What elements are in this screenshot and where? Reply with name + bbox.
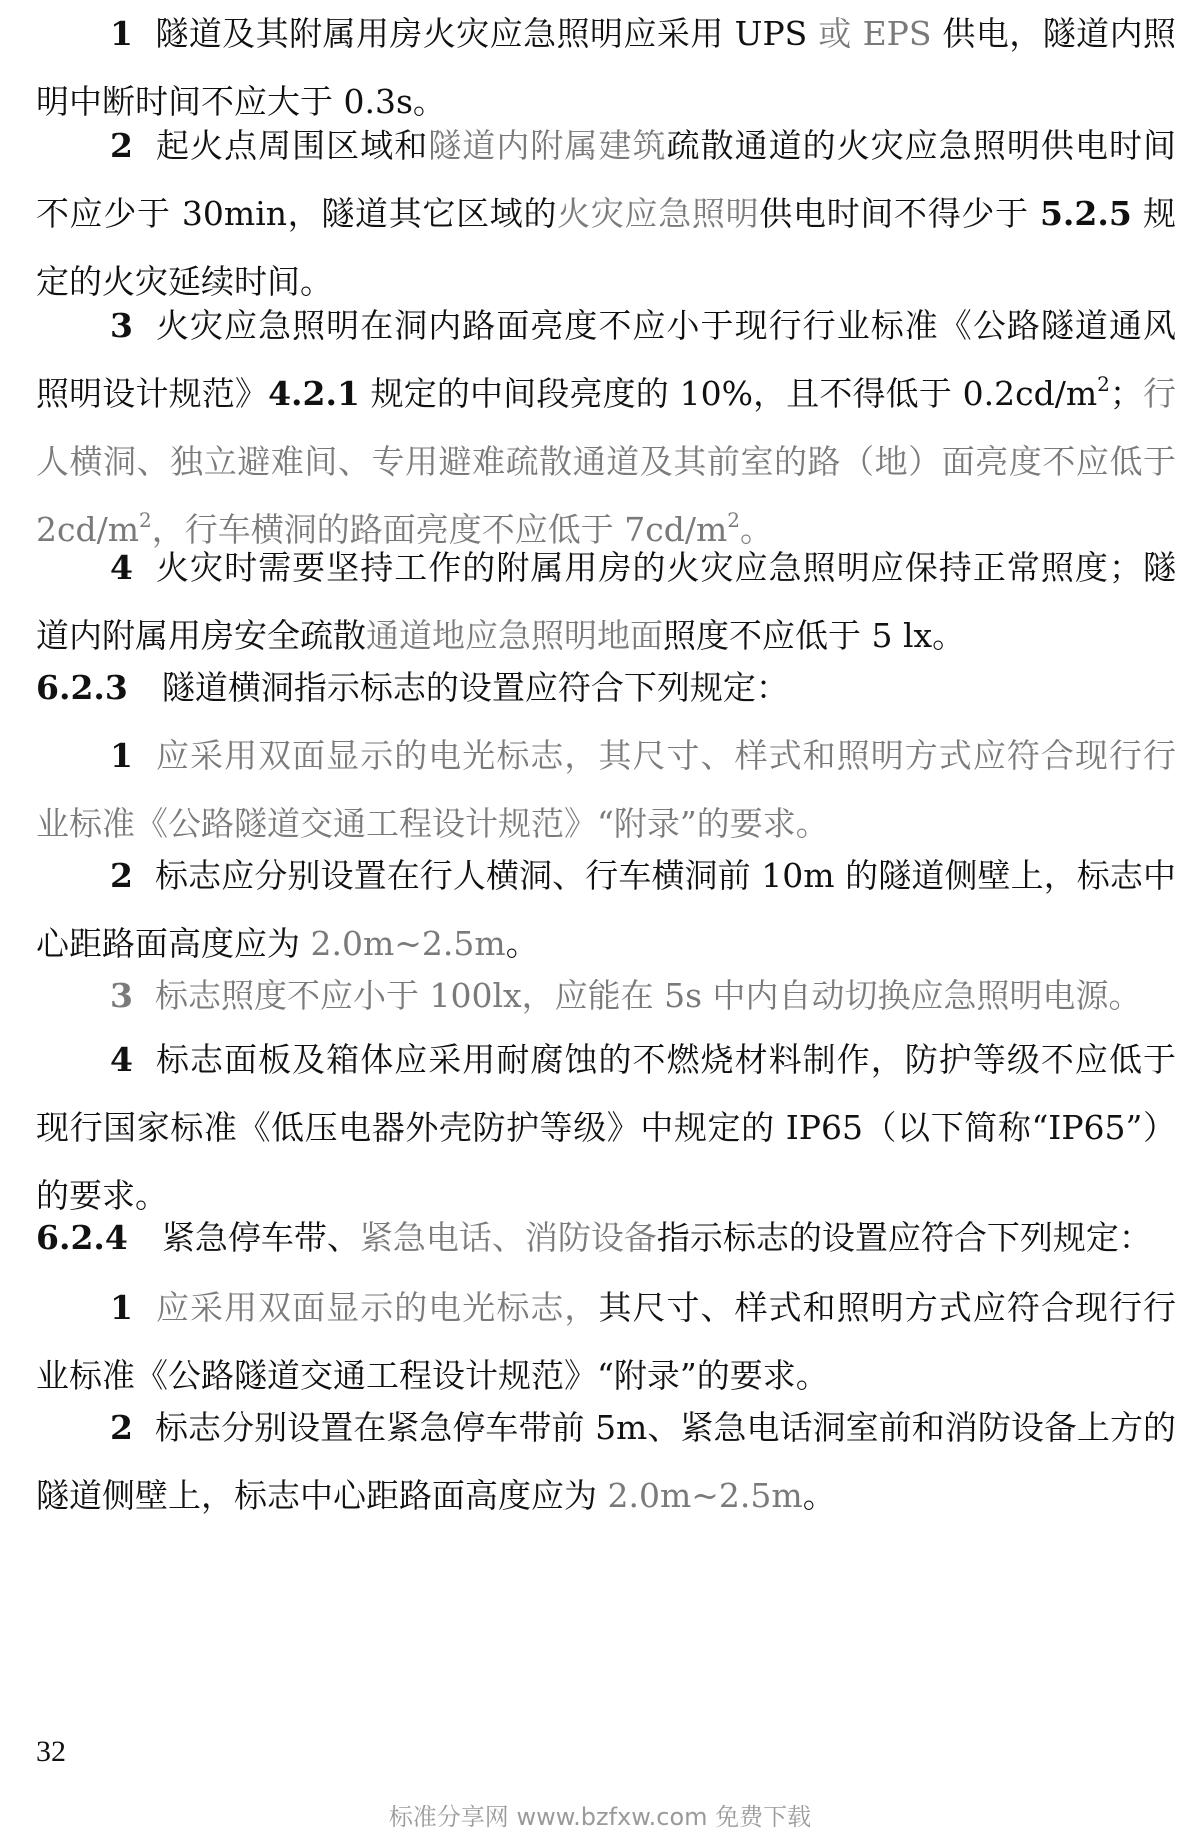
clause-item — [36, 722, 1176, 858]
section-heading — [36, 1204, 1176, 1272]
clause-text-grey: 2.0m~2.5m — [310, 924, 506, 963]
clause-number: 3 — [110, 306, 133, 345]
clause-item — [36, 534, 1176, 670]
clause-item — [36, 1394, 1176, 1530]
superscript: 2 — [1097, 372, 1110, 396]
clause-text-grey: ，行车横洞的路面亮度不应低于 7cd/m — [151, 510, 728, 549]
clause-text-grey: 隧道内附属建筑 — [428, 126, 667, 165]
clause-text: ； — [1109, 374, 1143, 413]
clause-text-grey: 。 — [740, 510, 773, 549]
clause-text: 供电时间不得少于 — [759, 194, 1040, 233]
clause-reference: 4.2.1 — [268, 374, 360, 413]
clause-text: 照度不应低于 5 lx。 — [663, 616, 966, 655]
clause-text-grey: 应采用双面显示的电光标志，其尺寸、样式和照明方式应符合现行行业标准《公路隧道交通工程设计规范》“附录”的要求。 — [36, 736, 1176, 843]
superscript: 2 — [727, 508, 740, 532]
clause-item — [36, 292, 1176, 564]
section-text: 紧急停车带、 — [161, 1218, 360, 1257]
clause-text: 起火点周围区域和 — [154, 126, 429, 165]
clause-text-grey: 或 EPS — [818, 14, 932, 53]
clause-number: 4 — [110, 548, 133, 587]
section-heading — [36, 654, 1176, 722]
section-number: 6.2.3 — [36, 668, 128, 707]
clause-item — [36, 1274, 1176, 1410]
clause-text: 其尺寸、样式和照明方式应符合现行行业标准《公路隧道交通工程设计规范》“附录”的要求。 — [36, 1288, 1177, 1395]
clause-text-grey: 行人横洞、独立避难间、专用避难疏散通道及其前室的路（地）面亮度不应低于 2cd/m — [36, 374, 1177, 549]
clause-text-grey: 2.0m~2.5m — [607, 1476, 803, 1515]
clause-item — [36, 112, 1176, 316]
clause-text: 供电，隧道内照明中断时间不应大于 0.3s。 — [36, 14, 1176, 121]
clause-text-grey: 标志照度不应小于 100lx，应能在 5s 中内自动切换应急照明电源。 — [154, 976, 1142, 1015]
clause-text: 疏散通道的火灾应急照明供电时间不应少于 30min，隧道其它区域的 — [36, 126, 1177, 233]
clause-number: 3 — [110, 976, 133, 1015]
clause-text: 火灾时需要坚持工作的附属用房的火灾应急照明应保持正常照度；隧道内附属用房安全疏散 — [36, 548, 1176, 655]
clause-text: 火灾应急照明在洞内路面亮度不应小于现行行业标准《公路隧道通风照明设计规范》 — [36, 306, 1176, 413]
clause-text: 隧道及其附属用房火灾应急照明应采用 UPS — [154, 14, 819, 53]
clause-text-grey: 应采用双面显示的电光标志， — [154, 1288, 599, 1327]
clause-number: 2 — [110, 126, 133, 165]
clause-number: 1 — [110, 1288, 133, 1327]
clause-text: 规定的火灾延续时间。 — [36, 194, 1176, 301]
section-text: 指示标志的设置应符合下列规定： — [656, 1218, 1152, 1257]
page-number: 32 — [36, 1735, 66, 1768]
clause-item — [36, 1026, 1176, 1230]
clause-item — [36, 842, 1176, 978]
clause-text-grey: 通道地应急照明地面 — [366, 616, 663, 655]
section-text: 隧道横洞指示标志的设置应符合下列规定： — [161, 668, 789, 707]
clause-number: 1 — [110, 14, 133, 53]
clause-text: 。 — [505, 924, 539, 963]
watermark: 标准分享网 www.bzfxw.com 免费下载 — [388, 1803, 812, 1831]
section-text-grey: 紧急电话、消防设备 — [359, 1218, 657, 1257]
clause-item — [36, 962, 1176, 1030]
clause-number: 1 — [110, 736, 133, 775]
clause-text: 标志应分别设置在行人横洞、行车横洞前 10m 的隧道侧壁上，标志中心距路面高度应为 — [36, 856, 1176, 963]
clause-text: 标志面板及箱体应采用耐腐蚀的不燃烧材料制作，防护等级不应低于现行国家标准《低压电器外壳防护等级》中规定的 IP65（以下简称“IP65”）的要求。 — [36, 1040, 1176, 1215]
clause-number: 4 — [110, 1040, 133, 1079]
clause-text: 。 — [802, 1476, 836, 1515]
clause-reference: 5.2.5 — [1039, 194, 1132, 233]
section-number: 6.2.4 — [36, 1218, 128, 1257]
clause-number: 2 — [110, 1408, 133, 1447]
clause-text-grey: 火灾应急照明 — [557, 194, 760, 233]
superscript: 2 — [139, 508, 152, 532]
clause-number: 2 — [110, 856, 133, 895]
clause-text: 规定的中间段亮度的 10%，且不得低于 0.2cd/m — [359, 374, 1098, 413]
clause-text: 标志分别设置在紧急停车带前 5m、紧急电话洞室前和消防设备上方的隧道侧壁上，标志中心距路面高度应为 — [36, 1408, 1176, 1515]
